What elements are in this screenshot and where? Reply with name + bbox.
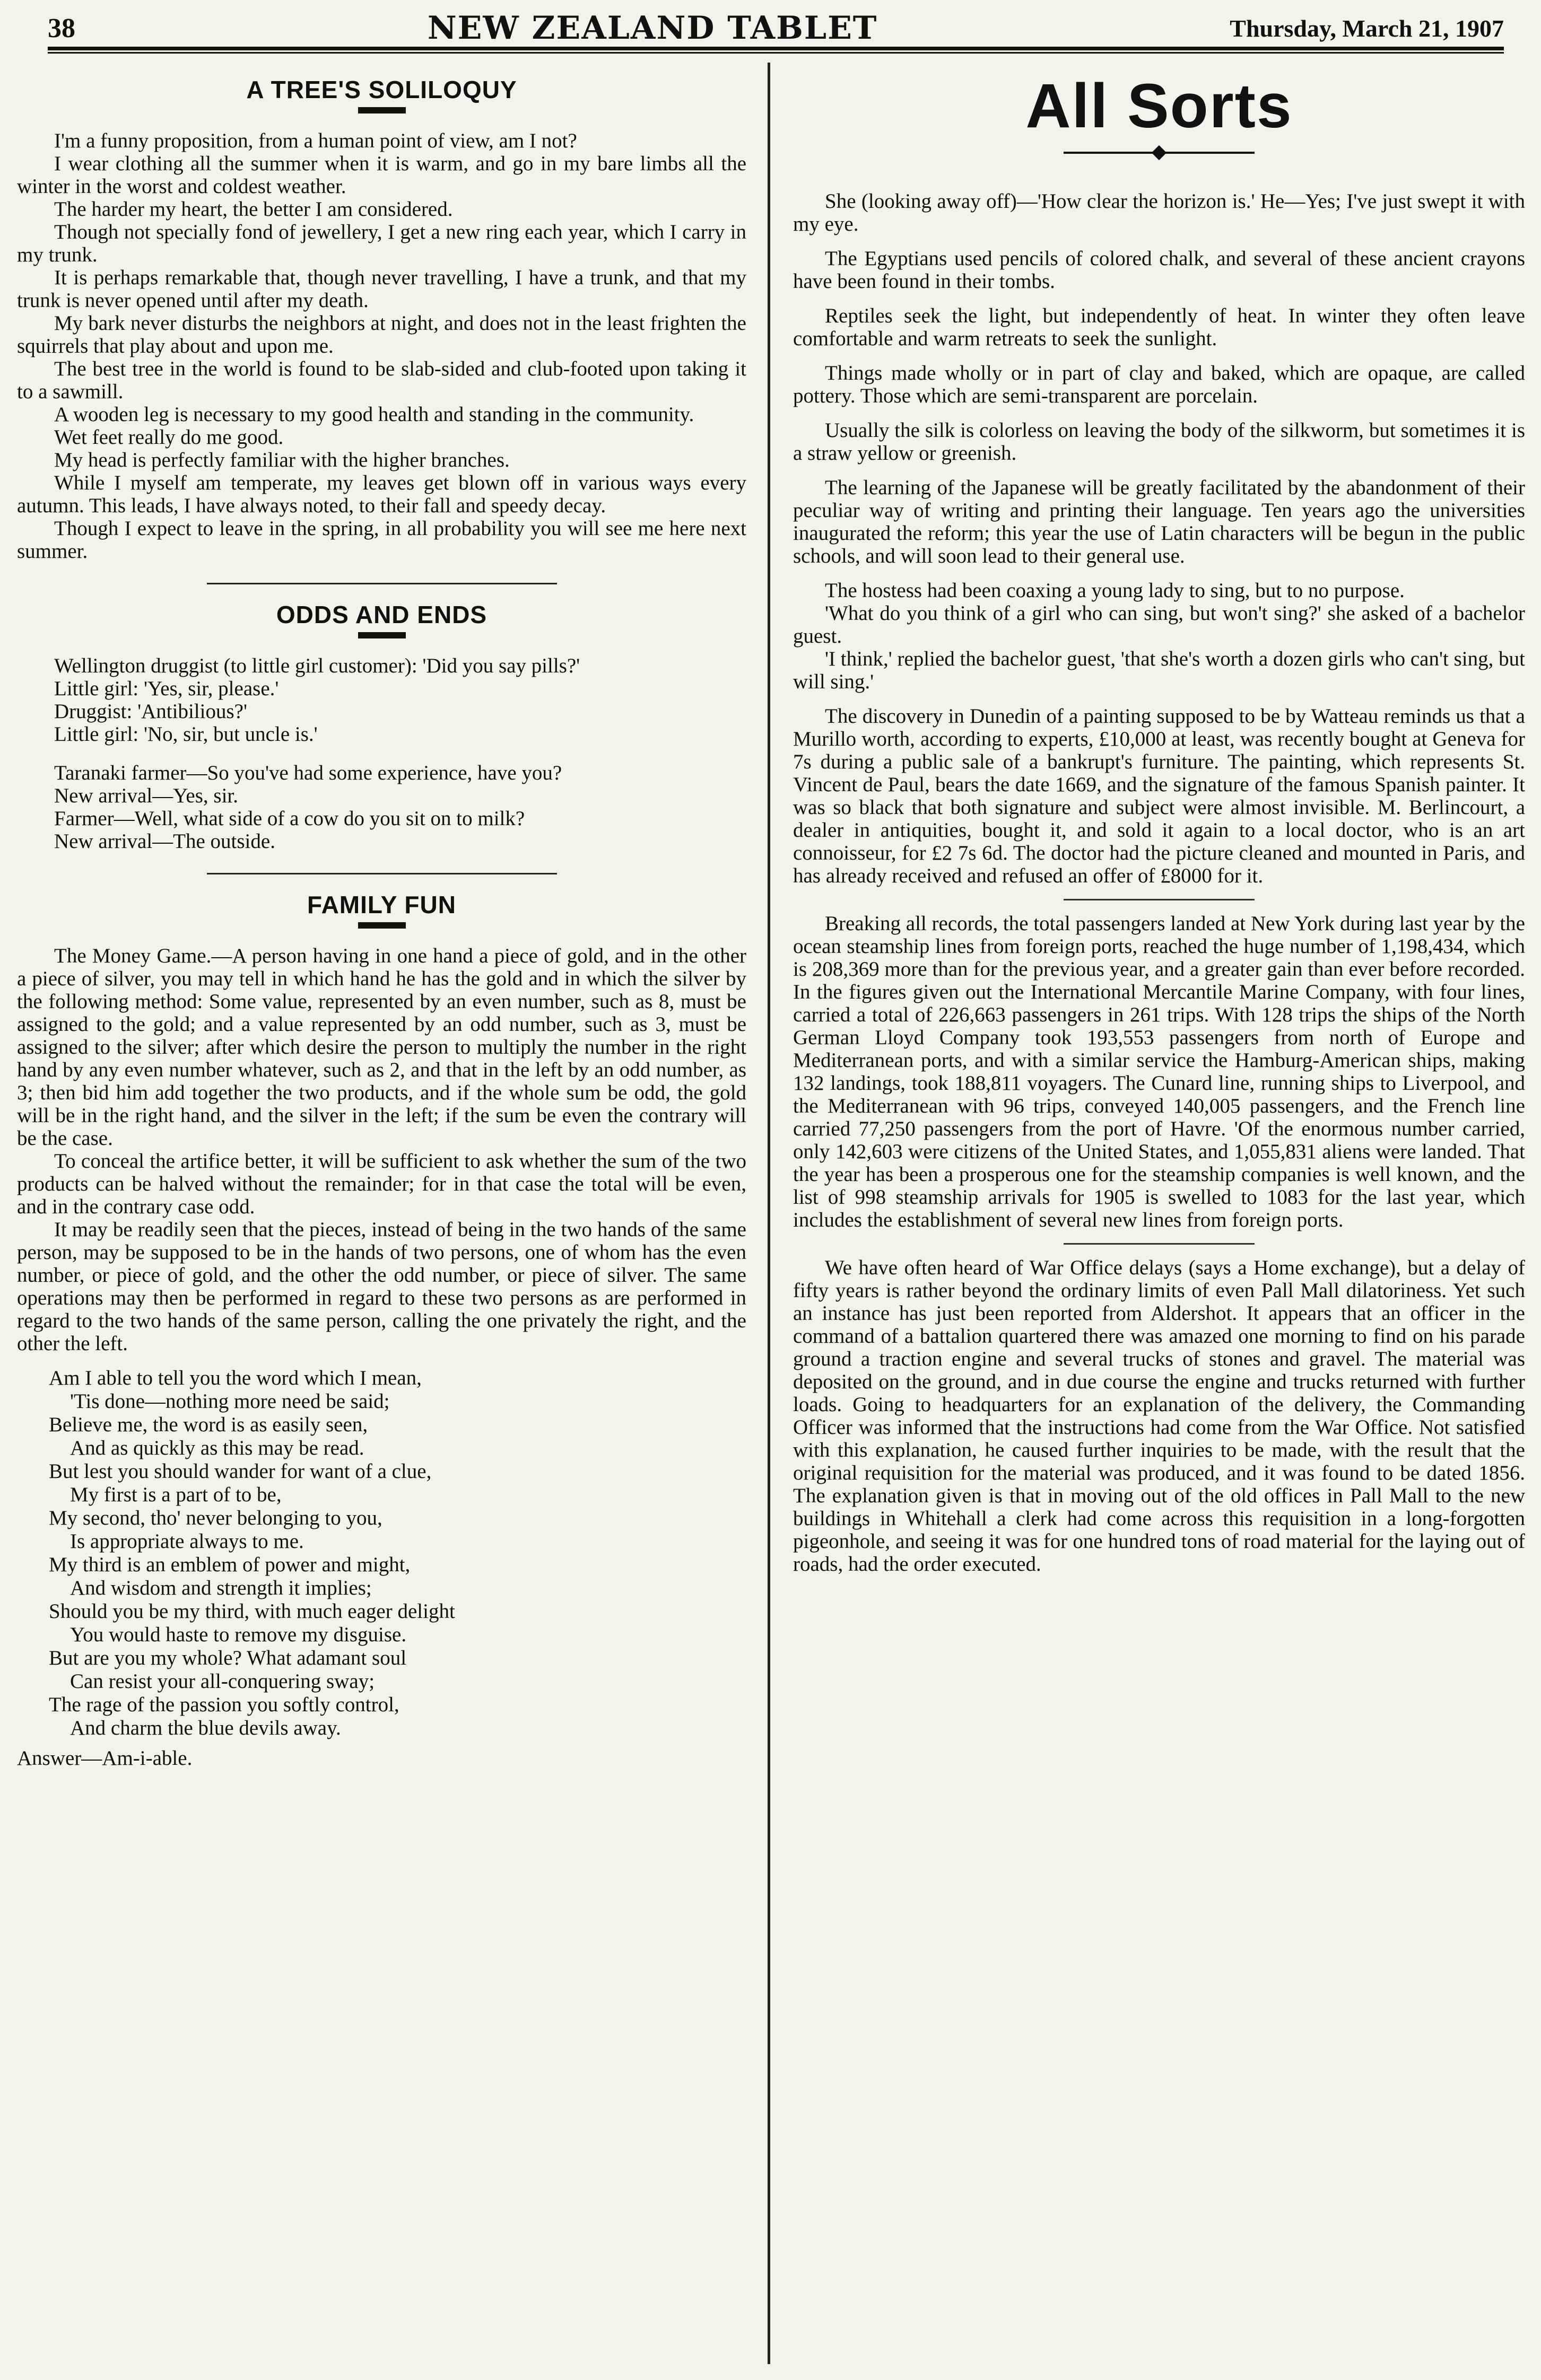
poem-line: And wisdom and strength it implies; <box>70 1577 372 1599</box>
section-rule <box>207 583 557 584</box>
paragraph: While I myself am temperate, my leaves get blown off in various ways every autumn. This leads, I have always noted, to their fall and speedy decay. <box>17 471 746 517</box>
poem-line: Should you be my third, with much eager delight <box>49 1600 455 1623</box>
riddle-answer: Answer—Am-i-able. <box>17 1747 193 1770</box>
poem-line: Is appropriate always to me. <box>70 1530 304 1553</box>
joke-line: Little girl: 'Yes, sir, please.' <box>54 677 279 700</box>
paragraph: The best tree in the world is found to be slab-sided and club-footed upon taking it to a sawmill. <box>17 357 746 403</box>
tree-soliloquy-article <box>17 75 746 563</box>
paragraph: It may be readily seen that the pieces, instead of being in the two hands of the same person, may be supposed to be in the hands of two persons, one of whom has the even number, or piece of gold, and the other the odd number, or piece of silver. The same operations may then be performed in regard to these two persons as are performed in regard to the two hands of the same person, calling the one privately the right, and the other the left. <box>17 1218 746 1355</box>
poem-line: And charm the blue devils away. <box>70 1717 341 1739</box>
list-item <box>793 419 1525 465</box>
item-paragraph: 'What do you think of a girl who can sing, but won't sing?' she asked of a bachelor guest. <box>793 602 1525 648</box>
paragraph: To conceal the artifice better, it will be sufficient to ask whether the sum of the two products can be halved without the remainder; for in that case the total will be even, and in the contrary case odd. <box>17 1150 746 1218</box>
paragraph: Wet feet really do me good. <box>54 426 284 449</box>
joke-line: Farmer—Well, what side of a cow do you sit on to milk? <box>54 807 525 830</box>
diamond-rule <box>1064 147 1255 158</box>
poem-line: Am I able to tell you the word which I mean, <box>49 1367 422 1389</box>
diamond-ornament-icon <box>1152 145 1166 160</box>
paragraph: It is perhaps remarkable that, though never travelling, I have a trunk, and that my trunk is never opened until after my death. <box>17 266 746 312</box>
joke-farmer <box>17 762 746 853</box>
list-item <box>793 912 1525 1231</box>
odds-and-ends-heading: ODDS AND ENDS <box>276 601 487 628</box>
poem-line: But lest you should wander for want of a clue, <box>49 1460 432 1483</box>
masthead-rule <box>48 52 1504 54</box>
newspaper-title: NEW ZEALAND TABLET <box>427 10 878 47</box>
issue-date: Thursday, March 21, 1907 <box>1230 14 1504 42</box>
paragraph: The Money Game.—A person having in one hand a piece of gold, and in the other a piece of silver, you may tell in which hand he has the gold and in which the silver by the following method: Some value, represented by an even number, such as 8, must be assigned to the gold; and a value represented by an odd number, such as 3, must be assigned to the silver; after which desire the person to multiply the number in the right hand by any even number whatever, such as 2, and that in the left by an odd number, as 3; then bid him add together the two products, and if the whole sum be odd, the gold will be in the right hand, and the silver in the left; if the sum be even the contrary will be the case. <box>17 944 746 1150</box>
joke-line: Wellington druggist (to little girl customer): 'Did you say pills?' <box>54 654 580 677</box>
riddle-poem <box>49 1367 746 1740</box>
paragraph: I wear clothing all the summer when it is warm, and go in my bare limbs all the winter in the worst and coldest weather. <box>17 152 746 198</box>
item-rule <box>1064 1243 1255 1245</box>
joke-line: Druggist: 'Antibilious?' <box>54 700 247 723</box>
joke-line: Little girl: 'No, sir, but uncle is.' <box>54 723 318 746</box>
item-paragraph: Reptiles seek the light, but independently of heat. In winter they often leave comfortable and warm retreats to seek the sunlight. <box>793 304 1525 350</box>
poem-line: My first is a part of to be, <box>70 1483 282 1506</box>
poem-line: Believe me, the word is as easily seen, <box>49 1413 368 1436</box>
right-column <box>793 59 1525 1587</box>
poem-line: The rage of the passion you softly control, <box>49 1693 399 1716</box>
joke-line: New arrival—Yes, sir. <box>54 784 239 807</box>
poem-line: My third is an emblem of power and might, <box>49 1553 411 1576</box>
section-rule <box>207 873 557 874</box>
joke-druggist <box>17 654 746 746</box>
odds-and-ends-article <box>17 600 746 853</box>
list-item <box>793 247 1525 293</box>
joke-line: Taranaki farmer—So you've had some experience, have you? <box>54 762 562 784</box>
poem-line: You would haste to remove my disguise. <box>70 1623 407 1646</box>
paragraph: My head is perfectly familiar with the higher branches. <box>54 449 510 471</box>
paragraph: Though not specially fond of jewellery, I get a new ring each year, which I carry in my trunk. <box>17 221 746 266</box>
masthead <box>48 10 1504 50</box>
poem-line: But are you my whole? What adamant soul <box>49 1647 407 1669</box>
paragraph: I'm a funny proposition, from a human point of view, am I not? <box>54 129 577 152</box>
left-column <box>17 59 746 1771</box>
family-fun-heading: FAMILY FUN <box>307 891 456 918</box>
poem-line: And as quickly as this may be read. <box>70 1437 364 1459</box>
joke-line: New arrival—The outside. <box>54 830 275 853</box>
list-item <box>793 579 1525 693</box>
poem-line: My second, tho' never belonging to you, <box>49 1507 382 1529</box>
item-rule <box>1064 899 1255 900</box>
paragraph: A wooden leg is necessary to my good health and standing in the community. <box>54 403 694 426</box>
family-fun-article <box>17 890 746 1771</box>
item-paragraph: 'I think,' replied the bachelor guest, 'that she's worth a dozen girls who can't sing, but will sing.' <box>793 648 1525 693</box>
item-paragraph: Breaking all records, the total passengers landed at New York during last year by the ocean steamship lines from foreign ports, reached the huge number of 1,198,434, which is 208,369 more than for the previous year, and a greater gain than ever before recorded. In the figures given out the International Mercantile Marine Company, with four lines, carried a total of 226,663 passengers in 261 trips. With 128 trips the ships of the North German Lloyd Company took 193,553 passengers from north of Europe and Mediterranean ports, and with a similar service the Hamburg-American ships, making 132 landings, took 188,811 voyagers. The Cunard line, running ships to Liverpool, and the Mediterranean with 96 trips, conveyed 140,005 passengers, and the French line carried 77,250 passengers from the port of Havre. 'Of the enormous number carried, only 142,603 were citizens of the United States, and 1,055,831 aliens were landed. That the year has been a prosperous one for the steamship companies is well known, and the list of 998 steamship arrivals for 1905 is swelled to 1083 for the last year, which includes the establishment of several new lines from foreign ports. <box>793 912 1525 1231</box>
item-paragraph: The hostess had been coaxing a young lady to sing, but to no purpose. <box>825 579 1405 602</box>
poem-line: 'Tis done—nothing more need be said; <box>70 1390 390 1413</box>
paragraph: My bark never disturbs the neighbors at night, and does not in the least frighten the squirrels that play about and upon me. <box>17 312 746 357</box>
list-item <box>793 362 1525 407</box>
item-paragraph: Things made wholly or in part of clay and baked, which are opaque, are called pottery. Those which are semi-transparent are porcelain. <box>793 362 1525 407</box>
column-divider <box>768 63 770 2364</box>
page-number: 38 <box>48 13 75 43</box>
item-paragraph: The discovery in Dunedin of a painting supposed to be by Watteau reminds us that a Murillo worth, according to experts, £10,000 at least, was recently bought at Geneva for 7s during a public sale of a bankrupt's furniture. The painting, which represents St. Vincent de Paul, bears the date 1669, and the signature of the famous Spanish painter. It was so black that both signature and subject were almost invisible. M. Berlincourt, a dealer in antiquities, bought it, and sold it again to a local doctor, who is an art connoisseur, for £2 7s 6d. The doctor had the picture cleaned and mounted in Paris, and has already received and refused an offer of £8000 for it. <box>793 705 1525 887</box>
list-item <box>793 1256 1525 1576</box>
list-item <box>793 190 1525 235</box>
heading-bar <box>358 107 406 113</box>
paragraph: The harder my heart, the better I am considered. <box>54 198 453 221</box>
tree-soliloquy-heading: A TREE'S SOLILOQUY <box>246 76 517 103</box>
item-paragraph: The Egyptians used pencils of colored chalk, and several of these ancient crayons have been found in their tombs. <box>793 247 1525 293</box>
heading-bar <box>358 922 406 929</box>
list-item <box>793 304 1525 350</box>
poem-line: Can resist your all-conquering sway; <box>70 1670 375 1693</box>
item-paragraph: Usually the silk is colorless on leaving the body of the silkworm, but sometimes it is a straw yellow or greenish. <box>793 419 1525 465</box>
list-item <box>793 705 1525 887</box>
item-paragraph: The learning of the Japanese will be greatly facilitated by the abandonment of their peculiar way of writing and printing their language. Ten years ago the universities inaugurated the reform; this year the use of Latin characters will be begun in the public schools, and will soon lead to their general use. <box>793 476 1525 567</box>
list-item <box>793 476 1525 567</box>
all-sorts-heading: All Sorts <box>1025 71 1293 141</box>
item-paragraph: She (looking away off)—'How clear the horizon is.' He—Yes; I've just swept it with my eye. <box>793 190 1525 235</box>
heading-bar <box>358 632 406 638</box>
item-paragraph: We have often heard of War Office delays (says a Home exchange), but a delay of fifty years is rather beyond the ordinary limits of even Pall Mall dilatoriness. Yet such an instance has just been reported from Aldershot. It appears that an officer in the command of a battalion quartered there was amazed one morning to find on his parade ground a traction engine and several trucks of stones and gravel. The material was deposited on the ground, and in due course the engine and trucks returned with further loads. Going to headquarters for an explanation of the delivery, the Commanding Officer was informed that the instructions had come from the War Office. Not satisfied with this explanation, he caused further inquiries to be made, with the result that the original requisition for the material was produced, and it was found to be dated 1856. The explanation given is that in moving out of the old offices in Pall Mall to the new buildings in Whitehall a clerk had come across this requisition in a long-forgotten pigeonhole, and seeing it was for one hundred tons of road material for the laying out of roads, had the order executed. <box>793 1256 1525 1576</box>
paragraph: Though I expect to leave in the spring, in all probability you will see me here next summer. <box>17 517 746 563</box>
